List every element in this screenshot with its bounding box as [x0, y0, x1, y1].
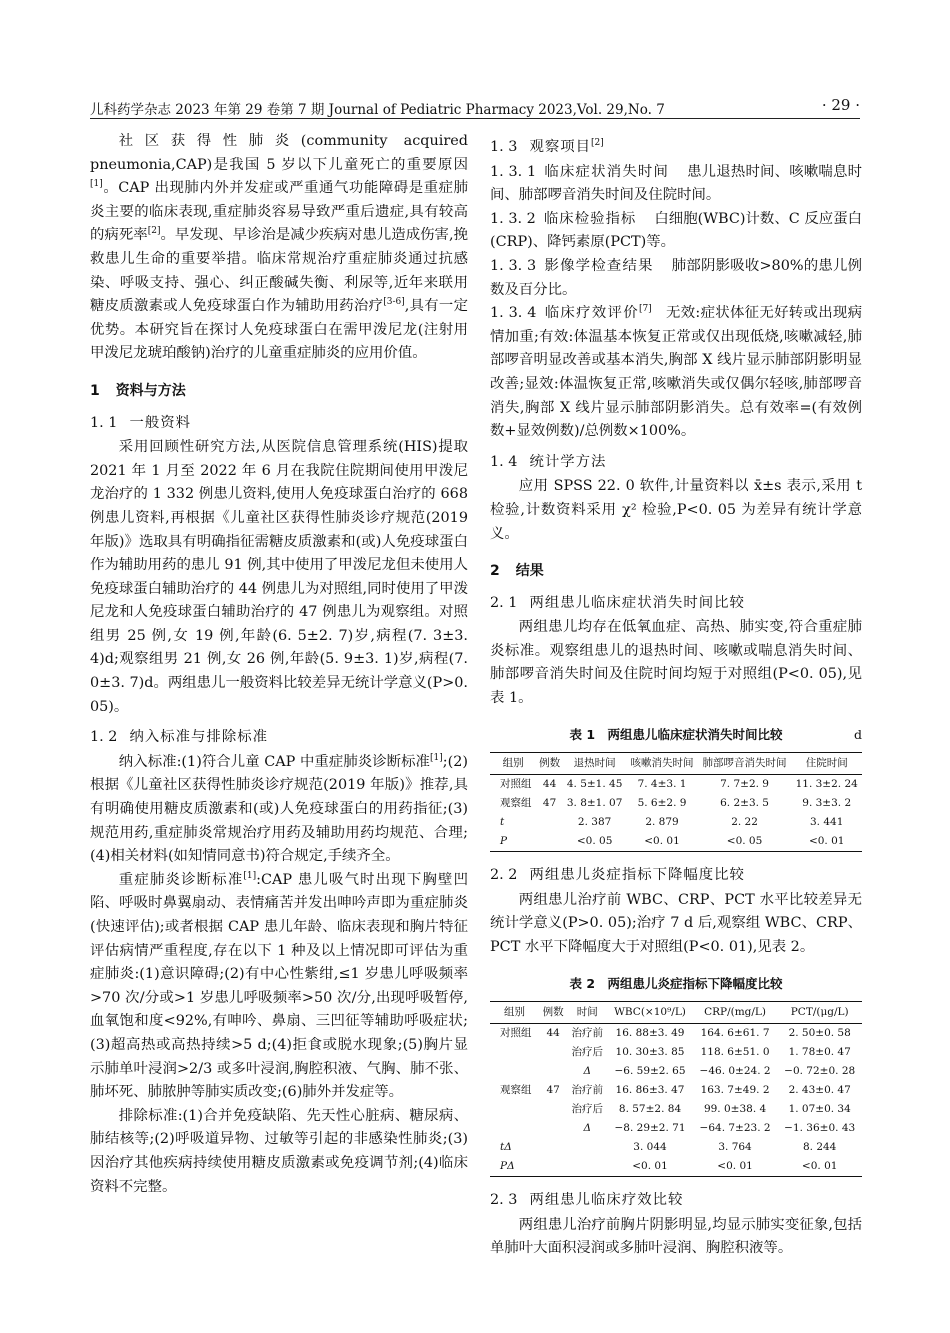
table-cell: Δ	[583, 1122, 592, 1135]
text-run: 1	[90, 382, 100, 399]
general-data-paragraph: 采用回顾性研究方法,从医院信息管理系统(HIS)提取 2021 年 1 月至 2022 年 6 月在我院住院期间使用甲泼尼龙治疗的 1 332 例患儿资料,使用人免疫球蛋白治疗的 668 例患儿资料,再根据《儿童社区获得性肺炎诊疗规范(2019 年版)》选取具有明确指征需糖皮质激素和(或)人免疫球蛋白作为辅助用药的患儿 91 例,其中使用了甲泼尼龙但未使用人免疫球蛋白辅助治疗的 44 例患儿为对照组,同时使用了甲泼尼龙和人免疫球蛋白辅助治疗的 47 例患儿为观察组。对照组男 25 例,女 19 例,年龄(6. 5±2. 7)岁,病程(7. 3±3. 4)d;观察组男 21 例,女 26 例,年龄(5. 9±3. 1)岁,病程(7. 0±3. 7)d。两组患儿一般资料比较差异无统计学意义(P>0. 05)。	[90, 439, 469, 715]
table-cell: 44	[546, 1027, 560, 1040]
text-run: [1]	[90, 179, 103, 190]
table-2-header: 例数	[542, 1006, 564, 1019]
text-run: 白细胞(WBC)计数、C 反应蛋白(CRP)、降钙素原(PCT)等。	[490, 210, 862, 251]
text-run: 肺部阴影吸收>80%的患儿例数及百分比。	[490, 257, 862, 298]
text-run: 两组患儿炎症指标下降幅度比较	[529, 867, 745, 884]
table-cell	[539, 1157, 567, 1177]
table-cell: 对照组	[500, 1027, 532, 1040]
subsection-1-4-heading	[490, 451, 862, 475]
table-row	[490, 1081, 862, 1100]
table-cell: 164. 6±61. 7	[700, 1027, 770, 1040]
table-cell	[567, 1157, 607, 1177]
text-run: 结果	[515, 563, 544, 580]
text-run: 统计学方法	[529, 453, 607, 470]
table-1-unit: d	[853, 726, 862, 742]
table-cell: 1. 78±0. 47	[788, 1046, 851, 1059]
table-row	[490, 1002, 862, 1024]
table-2-caption	[490, 972, 862, 996]
table-cell: 163. 7±49. 2	[700, 1084, 770, 1097]
table-cell: 5. 6±2. 9	[637, 797, 687, 810]
text-run: 资料与方法	[115, 382, 186, 399]
table-cell: 47	[542, 797, 557, 810]
text-run: 1. 3. 2	[490, 210, 536, 227]
table-cell: −64. 7±23. 2	[699, 1122, 771, 1135]
table-cell: <0. 01	[808, 835, 845, 848]
table-cell: 3. 764	[718, 1141, 752, 1154]
table-1-header: 住院时间	[805, 757, 848, 770]
table-cell: 9. 3±3. 2	[802, 797, 852, 810]
text-run: [1]	[243, 871, 257, 882]
table-row	[490, 832, 862, 852]
table-2-header: PCT/(μg/L)	[790, 1006, 849, 1019]
table-row	[490, 1119, 862, 1138]
table-1-header: 退热时间	[573, 757, 616, 770]
text-run: 1. 1	[90, 414, 118, 431]
table-cell	[536, 832, 563, 852]
subsection-1-2-heading	[90, 726, 468, 750]
table-cell	[539, 1100, 567, 1119]
table-cell: 8. 244	[802, 1141, 837, 1154]
table-cell	[539, 1043, 567, 1062]
table-cell	[539, 1062, 567, 1081]
table-cell: 2. 22	[731, 816, 758, 829]
item-1-3-4	[490, 302, 862, 444]
text-run: 1. 2	[90, 729, 118, 746]
text-run: 无效:症状体征无好转或出现病情加重;有效:体温基本恢复正常或仅出现低烧,咳嗽减轻,肺部啰音明显改善或基本消失,胸部 X 线片显示肺部阴影明显改善;显效:体温恢复正常,咳嗽消失或仅偶尔轻咳,肺部啰音消失,胸部 X 线片显示肺部阴影消失。总有效率=(有效例数+显效例数)/总例数×100%。	[490, 305, 862, 440]
text-run: [2]	[591, 138, 604, 149]
table-row	[490, 1024, 862, 1044]
table-cell: <0. 01	[717, 1160, 753, 1173]
text-run: 重症肺炎诊断标准	[118, 871, 244, 888]
table-cell: 8. 57±2. 84	[618, 1103, 682, 1116]
item-1-3-3	[490, 255, 862, 302]
text-run: 患儿退热时间、咳嗽喘息时间、肺部啰音消失时间及住院时间。	[490, 163, 862, 204]
table-cell: −6. 59±2. 65	[614, 1065, 686, 1078]
text-run: :CAP 患儿吸气时出现下胸壁凹陷、呼吸时鼻翼扇动、表情痛苦并发出呻吟声即为重症肺炎(快速评估);或者根据 CAP 患儿年龄、临床表现和胸片特征评估病情严重程度,存在以下 1 种及以上情况即可评估为重症肺炎:(1)意识障碍;(2)有中心性紫绀,≤1 岁患儿呼吸频率>70 次/分或>1 岁患儿呼吸频率>50 次/分,出现呼吸暂停,血氧饱和度<92%,有呻吟、鼻扇、三凹征等辅助呼吸症状;(3)超高热或高热持续>5 d;(4)拒食或脱水现象;(5)胸片显示肺单叶浸润>2/3 或多叶浸润,胸腔积液、气胸、肺不张、肺坏死、肺脓肿等肺实质改变;(6)肺外并发症等。	[90, 871, 468, 1101]
item-1-3-2	[490, 208, 862, 255]
journal-line: 儿科药学杂志 2023 年第 29 卷第 7 期 Journal of Pediatric Pharmacy 2023,Vol. 29,No. 7	[90, 102, 665, 118]
table-cell: −8. 29±2. 71	[614, 1122, 686, 1135]
text-run: 1. 3. 3	[490, 257, 537, 274]
table-cell	[490, 1043, 539, 1062]
right-column	[490, 136, 862, 1261]
section-2-heading	[490, 560, 862, 584]
page-number: · 29 ·	[821, 96, 860, 114]
table-2	[490, 1001, 862, 1177]
table-cell: 47	[546, 1084, 560, 1097]
table-cell: <0. 01	[801, 1160, 838, 1173]
table-cell: <0. 05	[726, 835, 763, 848]
text-run: 1. 4	[490, 453, 518, 470]
text-run: [1]	[430, 753, 443, 764]
inclusion-criteria-paragraph	[90, 751, 468, 869]
table-cell: 治疗后	[571, 1046, 603, 1059]
table-1-header: 肺部啰音消失时间	[702, 757, 787, 770]
text-run: 1. 3. 1	[490, 163, 537, 180]
table-cell: 2. 879	[645, 816, 679, 829]
table-cell	[567, 1138, 607, 1157]
text-run: 两组患儿临床症状消失时间比较	[529, 594, 745, 611]
table-cell: <0. 01	[632, 1160, 668, 1173]
section-1-heading	[90, 380, 468, 404]
text-run: 2. 2	[490, 867, 518, 884]
table-cell: 3. 8±1. 07	[566, 797, 623, 810]
table-cell: 1. 07±0. 34	[788, 1103, 851, 1116]
table-row	[490, 1138, 862, 1157]
table-cell: P	[500, 835, 508, 848]
table-cell: 6. 2±3. 5	[720, 797, 769, 810]
table-cell	[536, 813, 563, 832]
table-cell: 治疗后	[571, 1103, 603, 1116]
subsection-1-3-heading	[490, 136, 862, 160]
table-cell: t	[500, 816, 505, 829]
table-cell: 2. 43±0. 47	[788, 1084, 851, 1097]
table-cell: −46. 0±24. 2	[699, 1065, 771, 1078]
table-cell	[490, 1062, 539, 1081]
table-row	[490, 775, 862, 795]
table-cell: tΔ	[500, 1141, 512, 1154]
table-cell: 2. 387	[577, 816, 612, 829]
text-run: [3-6]	[383, 297, 405, 308]
text-run: ,具有一定优势。本研究旨在探讨人免疫球蛋白在需甲泼尼龙(注射用甲泼尼龙琥珀酸钠)治疗的儿童重症肺炎的应用价值。	[90, 298, 468, 362]
text-run: 2	[490, 563, 500, 580]
left-column	[90, 130, 468, 1199]
table-cell: 治疗前	[571, 1084, 603, 1097]
text-run: 1. 3. 4	[490, 305, 537, 322]
table-row	[490, 813, 862, 832]
running-header	[90, 98, 860, 119]
table-row	[490, 1100, 862, 1119]
table-cell: 对照组	[500, 778, 532, 791]
text-run: 临床症状消失时间	[544, 163, 670, 180]
table-cell: 观察组	[500, 1084, 532, 1097]
table-cell: 观察组	[500, 797, 532, 810]
inflammation-results-paragraph: 两组患儿治疗前 WBC、CRP、PCT 水平比较差异无统计学意义(P>0. 05);治疗 7 d 后,观察组 WBC、CRP、PCT 水平下降幅度大于对照组(P<0. 01),见表 2。	[490, 891, 862, 956]
table-cell: 99. 0±38. 4	[703, 1103, 767, 1116]
table-1-header: 例数	[539, 757, 561, 770]
exclusion-criteria-paragraph: 排除标准:(1)合并免疫缺陷、先天性心脏病、糖尿病、肺结核等;(2)呼吸道异物、过敏等引起的非感染性肺炎;(3)因治疗其他疾病持续使用糖皮质激素或免疫调节剂;(4)临床资料不完整。	[90, 1107, 468, 1195]
table-cell: −1. 36±0. 43	[784, 1122, 856, 1135]
text-run: 纳入标准与排除标准	[129, 729, 268, 746]
item-1-3-1	[490, 161, 862, 208]
text-run: 一般资料	[129, 414, 192, 431]
text-run: 影像学检查结果	[544, 257, 654, 274]
severe-criteria-paragraph	[90, 869, 468, 1105]
table-2-header: 组别	[504, 1006, 526, 1019]
table-cell: 3. 441	[810, 816, 844, 829]
intro-paragraph	[90, 130, 468, 366]
table-1-header: 组别	[502, 757, 524, 770]
text-run: 观察项目	[529, 139, 592, 155]
subsection-1-1-heading	[90, 412, 468, 436]
statistics-paragraph: 应用 SPSS 22. 0 软件,计量资料以 x̄±s 表示,采用 t 检验,计数资料采用 χ² 检验,P<0. 05 为差异有统计学意义。	[490, 478, 862, 542]
table-cell: 10. 30±3. 85	[615, 1046, 685, 1059]
table-1-header: 咳嗽消失时间	[630, 757, 694, 770]
table-cell: 治疗前	[571, 1027, 603, 1040]
table-2-header: CRP/(mg/L)	[704, 1006, 767, 1019]
table-row	[490, 794, 862, 813]
text-run: 社区获得性肺炎(community acquired pneumonia,CAP)是我国 5 岁以下儿童死亡的重要原因	[90, 133, 468, 173]
text-run: 临床疗效评价	[544, 305, 639, 322]
text-run: 表 2 两组患儿炎症指标下降幅度比较	[569, 975, 783, 991]
subsection-2-3-heading	[490, 1189, 862, 1213]
table-cell: −0. 72±0. 28	[784, 1065, 856, 1078]
text-run: 2. 3	[490, 1192, 518, 1209]
subsection-2-2-heading	[490, 864, 862, 888]
table-row	[490, 1062, 862, 1081]
table-cell: 7. 7±2. 9	[720, 778, 769, 791]
text-run: 临床检验指标	[543, 210, 637, 227]
table-row	[490, 1043, 862, 1062]
text-run: 。早发现、早诊治是减少疾病对患儿造成伤害,挽救患儿生命的重要举措。临床常规治疗重症肺炎通过抗感染、呼吸支持、强心、纠正酸碱失衡、利尿等,近年来联用糖皮质激素或人免疫球蛋白作为辅助用药治疗	[90, 227, 468, 315]
table-cell: 16. 88±3. 49	[615, 1027, 685, 1040]
table-row	[490, 753, 862, 775]
table-cell	[539, 1119, 567, 1138]
table-cell	[539, 1138, 567, 1157]
text-run: 纳入标准:(1)符合儿童 CAP 中重症肺炎诊断标准	[118, 753, 431, 770]
efficacy-results-paragraph: 两组患儿治疗前胸片阴影明显,均显示肺实变征象,包括单肺叶大面积浸润或多肺叶浸润、胸腔积液等。	[490, 1216, 862, 1257]
text-run: 1. 3	[490, 139, 518, 155]
table-cell: PΔ	[500, 1160, 515, 1173]
table-cell: <0. 01	[644, 835, 680, 848]
table-cell: 44	[542, 778, 557, 791]
table-cell: Δ	[583, 1065, 592, 1078]
table-cell: <0. 05	[576, 835, 613, 848]
table-cell: 3. 044	[633, 1141, 667, 1154]
text-run: [2]	[147, 226, 161, 237]
table-2-header: WBC(×10⁹/L)	[614, 1006, 686, 1019]
text-run: 。CAP 出现肺内外并发症或严重通气功能障碍是重症肺炎主要的临床表现,重症肺炎容易导致严重后遗症,具有较高的病死率	[90, 180, 468, 244]
text-run: 2. 1	[490, 594, 518, 611]
table-cell: 2. 50±0. 58	[788, 1027, 851, 1040]
table-cell	[490, 1119, 539, 1138]
text-run: 表 1 两组患儿临床症状消失时间比较	[569, 726, 783, 742]
table-cell: 118. 6±51. 0	[700, 1046, 770, 1059]
text-run: ;(2)根据《儿童社区获得性肺炎诊疗规范(2019 年版)》推荐,具有明确使用糖皮质激素和(或)人免疫球蛋白的用药指征;(3)规范用药,重症肺炎常规治疗用药及辅助用药均规范、合理;(4)相关材料(如知情同意书)符合规定,手续齐全。	[90, 753, 468, 865]
table-cell: 16. 86±3. 47	[615, 1084, 685, 1097]
table-cell: 11. 3±2. 24	[795, 778, 858, 791]
table-cell	[490, 1100, 539, 1119]
table-1-caption	[490, 723, 862, 747]
table-2-header: 时间	[576, 1006, 598, 1019]
text-run: [7]	[638, 304, 652, 315]
symptom-results-paragraph: 两组患儿均存在低氧血症、高热、肺实变,符合重症肺炎标准。观察组患儿的退热时间、咳嗽或喘息消失时间、肺部啰音消失时间及住院时间均短于对照组(P<0. 05),见表 1。	[490, 619, 862, 707]
table-1	[490, 752, 862, 852]
text-run: 两组患儿临床疗效比较	[529, 1192, 684, 1209]
table-cell: 4. 5±1. 45	[566, 778, 623, 791]
table-cell: 7. 4±3. 1	[637, 778, 687, 791]
table-row	[490, 1157, 862, 1177]
subsection-2-1-heading	[490, 592, 862, 616]
